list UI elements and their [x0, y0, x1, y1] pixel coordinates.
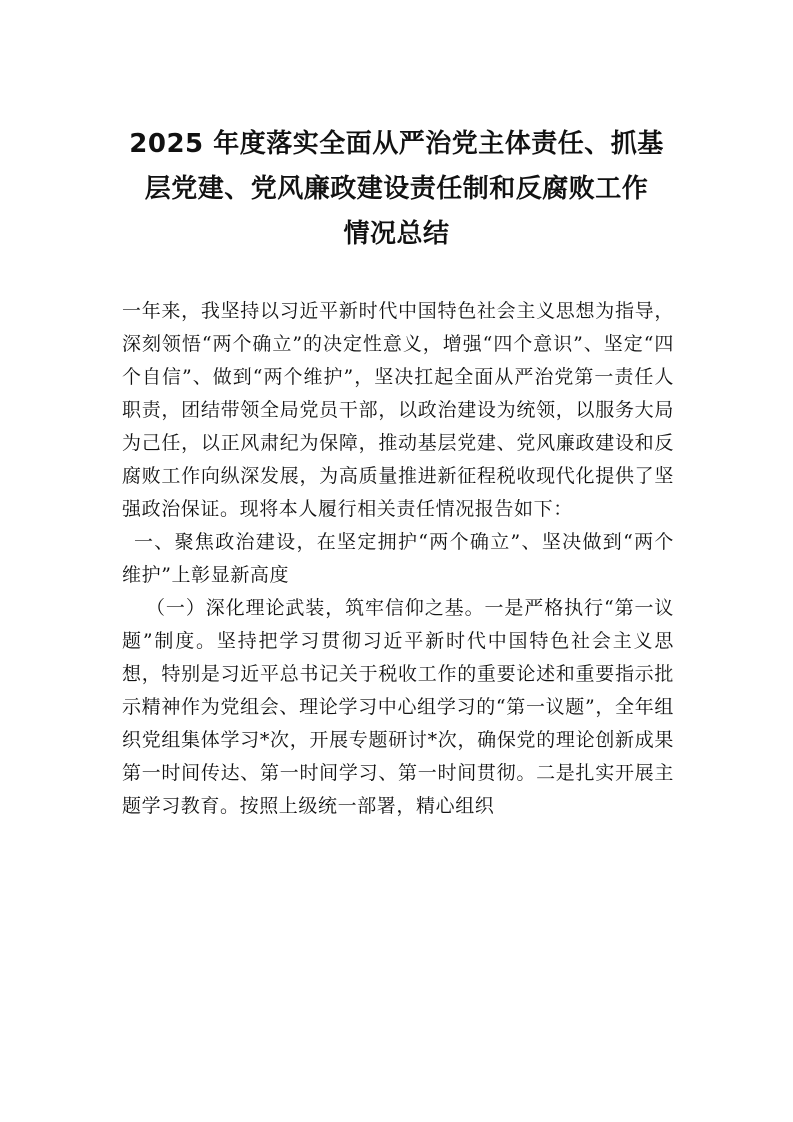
title-line-3: 情况总结 [343, 219, 450, 249]
document-title [110, 122, 683, 257]
intro-paragraph: 一年来，我坚持以习近平新时代中国特色社会主义思想为指导，深刻领悟“两个确立”的决定性意义，增强“四个意识”、坚定“四个自信”、做到“两个维护”，坚决扛起全面从严治党第一责任人职责，团结带领全局党员干部，以政治建设为统领，以服务大局为己任，以正风肃纪为保障，推动基层党建、党风廉政建设和反腐败工作向纵深发展，为高质量推进新征程税收现代化提供了坚强政治保证。现将本人履行相关责任情况报告如下： [122, 300, 674, 520]
section-heading-1: 一、聚焦政治建设，在坚定拥护“两个确立”、坚决做到“两个维护”上彰显新高度 [122, 531, 674, 586]
document-body [122, 295, 674, 823]
subsection-paragraph-1: （一）深化理论武装，筑牢信仰之基。一是严格执行“第一议题”制度。坚持把学习贯彻习近平新时代中国特色社会主义思想，特别是习近平总书记关于税收工作的重要论述和重要指示批示精神作为党组会、理论学习中心组学习的“第一议题”，全年组织党组集体学习*次，开展专题研讨*次，确保党的理论创新成果第一时间传达、第一时间学习、第一时间贯彻。二是扎实开展主题学习教育。按照上级统一部署，精心组织 [122, 597, 674, 817]
title-line-1: 2025 年度落实全面从严治党主体责任、抓基 [129, 129, 664, 159]
title-line-2: 层党建、党风廉政建设责任制和反腐败工作 [144, 174, 649, 204]
